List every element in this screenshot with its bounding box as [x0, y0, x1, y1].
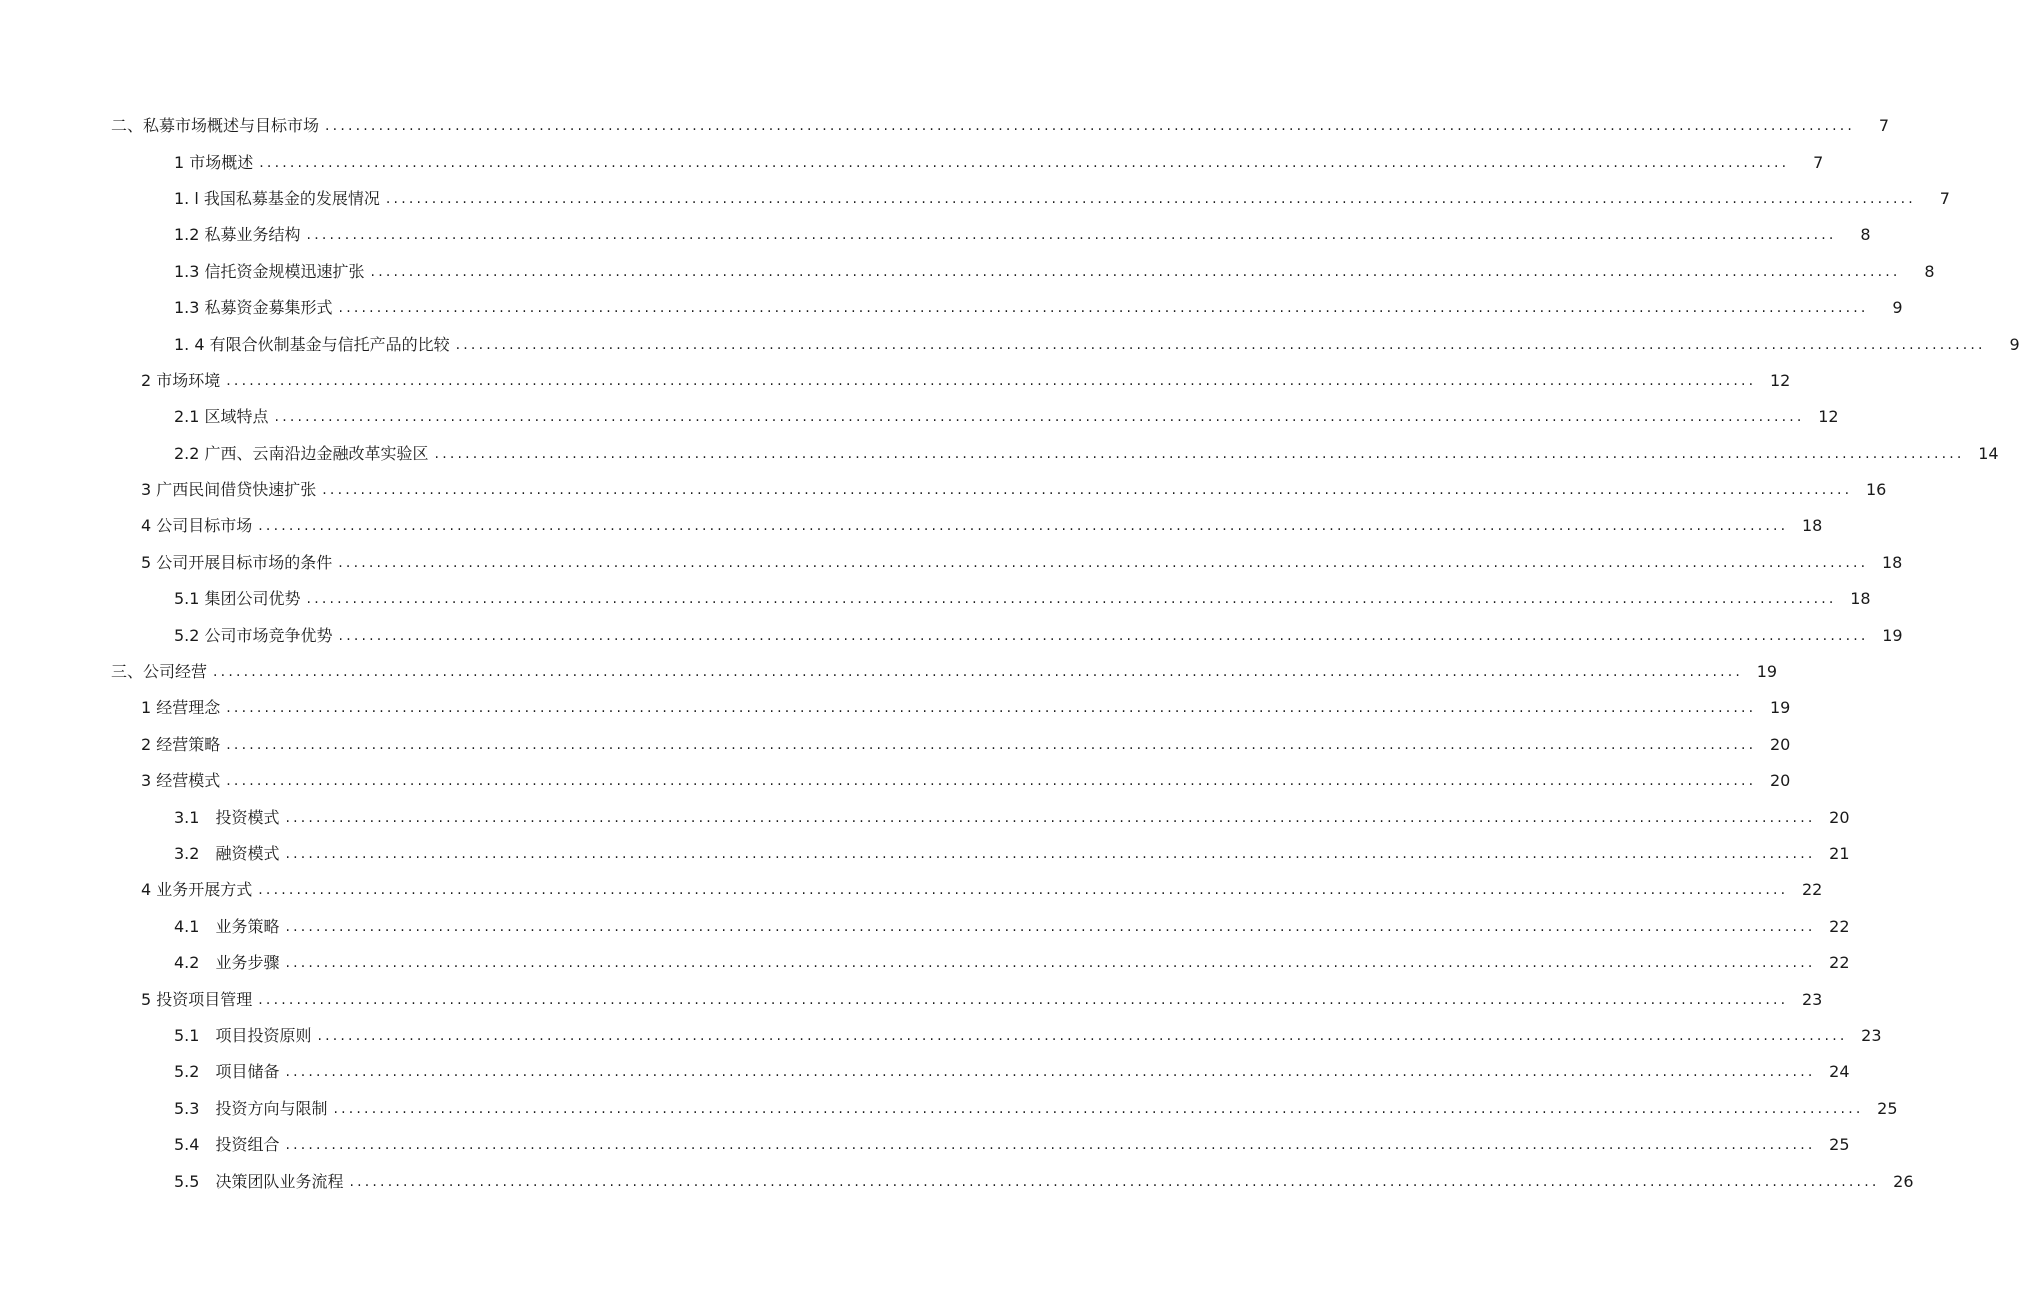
toc-entry[interactable] — [0, 472, 1887, 508]
toc-entry[interactable] — [0, 981, 1823, 1017]
toc-entry-title: 1.3 私募资金募集形式 — [174, 298, 333, 318]
toc-entry[interactable] — [0, 254, 1935, 290]
toc-entry-title: 4 公司目标市场 — [141, 516, 253, 536]
toc-leader-dots: ........................................................................................................................................................................................................ — [285, 809, 1816, 826]
toc-leader-dots: ........................................................................................................................................................................................................ — [258, 991, 1789, 1008]
toc-entry-title: 3 经营模式 — [141, 771, 221, 791]
toc-entry-title: 5 公司开展目标市场的条件 — [141, 552, 333, 572]
toc-leader-dots: ........................................................................................................................................................................................................ — [259, 154, 1790, 171]
toc-entry-title: 4.1 业务策略 — [174, 916, 280, 936]
toc-entry-title: 2 市场环境 — [141, 370, 221, 390]
toc-entry[interactable] — [0, 363, 1791, 399]
toc-entry-title: 2.1 区域特点 — [174, 407, 269, 427]
toc-entry-title: 1.3 信托资金规模迅速扩张 — [174, 261, 365, 281]
toc-leader-dots: ........................................................................................................................................................................................................ — [322, 482, 1853, 499]
toc-entry[interactable] — [0, 945, 1850, 981]
toc-entry-page-number: 20 — [1769, 734, 1791, 754]
toc-entry-title: 3 广西民间借贷快速扩张 — [141, 480, 317, 500]
toc-entry-title: 1. 4 有限合伙制基金与信托产品的比较 — [174, 334, 450, 354]
toc-leader-dots: ........................................................................................................................................................................................................ — [258, 518, 1789, 535]
toc-entry[interactable] — [0, 581, 1871, 617]
toc-entry[interactable] — [0, 144, 1824, 180]
toc-leader-dots: ........................................................................................................................................................................................................ — [385, 190, 1916, 207]
toc-leader-dots: ........................................................................................................................................................................................................ — [226, 700, 1757, 717]
toc-entry[interactable] — [0, 1091, 1898, 1127]
toc-entry[interactable] — [0, 872, 1823, 908]
toc-entry-title: 5.5 决策团队业务流程 — [174, 1171, 344, 1191]
toc-entry-page-number: 8 — [1924, 261, 1935, 281]
toc-entry-page-number: 25 — [1829, 1135, 1850, 1155]
toc-entry-page-number: 9 — [1892, 298, 1903, 318]
toc-entry-page-number: 23 — [1861, 1025, 1882, 1045]
table-of-contents — [0, 108, 2020, 1200]
toc-entry-page-number: 19 — [1756, 662, 1778, 682]
toc-entry-page-number: 26 — [1893, 1171, 1914, 1191]
toc-entry-title: 5.3 投资方向与限制 — [174, 1098, 328, 1118]
toc-entry-page-number: 19 — [1769, 698, 1791, 718]
toc-leader-dots: ........................................................................................................................................................................................................ — [285, 846, 1816, 862]
toc-leader-dots: ........................................................................................................................................................................................................ — [285, 918, 1816, 935]
toc-entry[interactable] — [0, 1127, 1850, 1163]
toc-entry-page-number: 18 — [1881, 552, 1903, 572]
toc-entry-page-number: 12 — [1818, 407, 1839, 427]
toc-entry-title: 4.2 业务步骤 — [174, 953, 280, 973]
toc-entry-title: 2.2 广西、云南沿边金融改革实验区 — [174, 443, 429, 463]
toc-leader-dots: ........................................................................................................................................................................................................ — [338, 300, 1869, 317]
toc-entry-page-number: 12 — [1769, 370, 1791, 390]
toc-leader-dots: ........................................................................................................................................................................................................ — [226, 736, 1757, 753]
toc-entry[interactable] — [0, 1018, 1882, 1054]
toc-entry-title: 1 市场概述 — [174, 152, 254, 172]
toc-leader-dots: ........................................................................................................................................................................................................ — [317, 1027, 1848, 1044]
toc-entry-title: 三、公司经营 — [111, 662, 208, 682]
toc-entry-page-number: 23 — [1801, 989, 1823, 1009]
toc-entry-page-number: 14 — [1978, 443, 1999, 463]
toc-leader-dots: ........................................................................................................................................................................................................ — [333, 1100, 1864, 1117]
toc-entry-page-number: 7 — [1939, 188, 1950, 208]
toc-entry-page-number: 18 — [1850, 589, 1871, 609]
toc-leader-dots: ........................................................................................................................................................................................................ — [434, 445, 1965, 462]
toc-entry[interactable] — [0, 181, 1950, 217]
toc-entry[interactable] — [0, 1163, 1914, 1199]
toc-entry[interactable] — [0, 290, 1903, 326]
toc-entry-page-number: 22 — [1801, 880, 1823, 900]
toc-entry[interactable] — [0, 690, 1791, 726]
toc-entry[interactable] — [0, 799, 1850, 835]
toc-entry[interactable] — [0, 654, 1778, 690]
toc-entry-page-number: 9 — [2009, 334, 2020, 354]
toc-entry-title: 3.1 投资模式 — [174, 807, 280, 827]
toc-leader-dots: ........................................................................................................................................................................................................ — [455, 336, 1986, 353]
toc-entry[interactable] — [0, 508, 1823, 544]
toc-entry-title: 4 业务开展方式 — [141, 880, 253, 900]
toc-leader-dots: ........................................................................................................................................................................................................ — [285, 1064, 1816, 1081]
toc-entry-title: 1.2 私募业务结构 — [174, 225, 301, 245]
toc-entry[interactable] — [0, 1054, 1850, 1090]
toc-leader-dots: ........................................................................................................................................................................................................ — [306, 591, 1837, 608]
toc-leader-dots: ........................................................................................................................................................................................................ — [226, 773, 1757, 790]
toc-entry-page-number: 22 — [1829, 916, 1850, 936]
toc-entry-title: 2 经营策略 — [141, 734, 221, 754]
toc-entry-title: 5.2 公司市场竞争优势 — [174, 625, 333, 645]
toc-entry-page-number: 8 — [1860, 225, 1871, 245]
toc-leader-dots: ........................................................................................................................................................................................................ — [338, 627, 1869, 644]
toc-entry-page-number: 7 — [1878, 116, 1890, 136]
toc-leader-dots: ........................................................................................................................................................................................................ — [285, 1137, 1816, 1154]
toc-leader-dots: ........................................................................................................................................................................................................ — [285, 955, 1816, 972]
toc-entry[interactable] — [0, 763, 1791, 799]
toc-entry-title: 3.2 融资模式 — [174, 844, 280, 863]
toc-entry-page-number: 20 — [1829, 807, 1850, 827]
toc-entry-title: 5.1 集团公司优势 — [174, 589, 301, 609]
toc-entry[interactable] — [0, 217, 1871, 253]
toc-entry[interactable] — [0, 399, 1839, 435]
toc-leader-dots: ........................................................................................................................................................................................................ — [338, 554, 1869, 571]
toc-entry[interactable] — [0, 617, 1903, 653]
toc-entry-title: 5.1 项目投资原则 — [174, 1025, 312, 1045]
toc-entry-page-number: 18 — [1801, 516, 1823, 536]
toc-entry[interactable] — [0, 326, 2020, 362]
toc-leader-dots: ........................................................................................................................................................................................................ — [226, 372, 1757, 389]
toc-leader-dots: ........................................................................................................................................................................................................ — [274, 409, 1805, 426]
toc-entry-page-number: 24 — [1829, 1062, 1850, 1082]
toc-entry-title: 5.2 项目储备 — [174, 1062, 280, 1082]
toc-leader-dots: ........................................................................................................................................................................................................ — [258, 882, 1789, 899]
toc-entry[interactable] — [0, 836, 1850, 872]
toc-entry-title: 5.4 投资组合 — [174, 1135, 280, 1155]
toc-entry-page-number: 22 — [1829, 953, 1850, 973]
toc-leader-dots: ........................................................................................................................................................................................................ — [325, 118, 1856, 135]
toc-entry-title: 1. l 我国私募基金的发展情况 — [174, 188, 380, 208]
toc-entry-title: 1 经营理念 — [141, 698, 221, 718]
toc-entry-page-number: 19 — [1882, 625, 1903, 645]
toc-entry[interactable] — [0, 545, 1903, 581]
toc-entry-page-number: 21 — [1829, 844, 1850, 863]
toc-entry-page-number: 20 — [1769, 771, 1791, 791]
toc-entry-page-number: 7 — [1813, 152, 1824, 172]
toc-entry[interactable] — [0, 436, 1999, 472]
toc-entry[interactable] — [0, 727, 1791, 763]
toc-leader-dots: ........................................................................................................................................................................................................ — [306, 227, 1837, 244]
toc-leader-dots: ........................................................................................................................................................................................................ — [213, 664, 1744, 681]
toc-entry[interactable] — [0, 108, 1890, 144]
toc-entry[interactable] — [0, 909, 1850, 945]
toc-leader-dots: ........................................................................................................................................................................................................ — [349, 1173, 1880, 1190]
toc-entry-title: 二、私募市场概述与目标市场 — [111, 116, 320, 136]
toc-leader-dots: ........................................................................................................................................................................................................ — [370, 263, 1901, 280]
toc-entry-page-number: 16 — [1865, 480, 1887, 500]
toc-entry-page-number: 25 — [1877, 1098, 1898, 1118]
toc-entry-title: 5 投资项目管理 — [141, 989, 253, 1009]
